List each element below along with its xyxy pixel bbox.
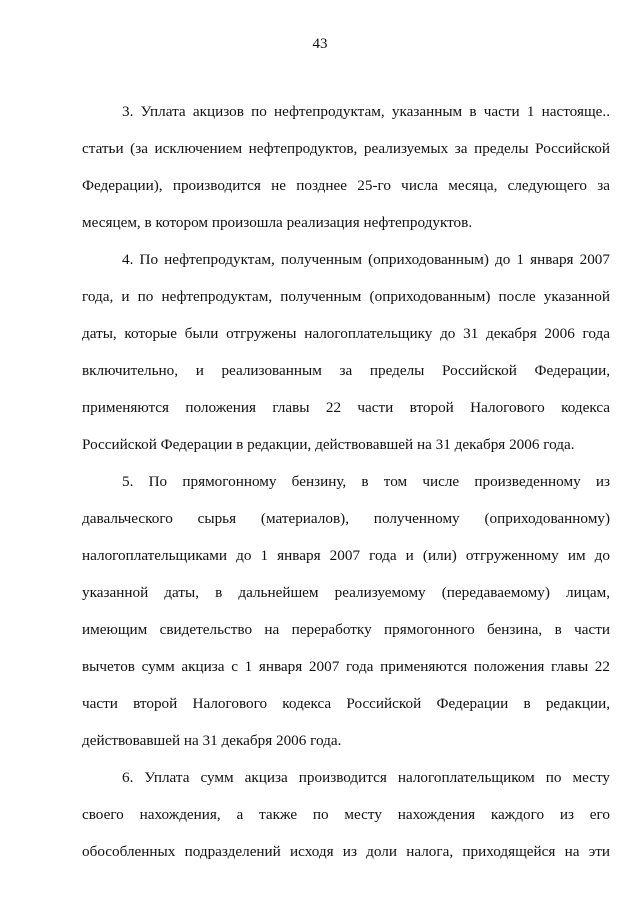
text-line: 5. По прямогонному бензину, в том числе произведенному из bbox=[122, 473, 610, 490]
text-line: даты, которые были отгружены налогоплательщику до 31 декабря 2006 года bbox=[82, 325, 610, 342]
text-line: статьи (за исключением нефтепродуктов, реализуемых за пределы Российской bbox=[82, 140, 610, 157]
text-line: налогоплательщиками до 1 января 2007 года и (или) отгруженному им до bbox=[82, 547, 610, 564]
text-line: включительно, и реализованным за пределы Российской Федерации, bbox=[82, 362, 610, 379]
text-line: применяются положения главы 22 части второй Налогового кодекса bbox=[82, 399, 610, 416]
text-line: Федерации), производится не позднее 25-го числа месяца, следующего за bbox=[82, 177, 610, 194]
text-line: части второй Налогового кодекса Российской Федерации в редакции, bbox=[82, 695, 610, 712]
text-line: 3. Уплата акцизов по нефтепродуктам, указанным в части 1 настояще.. bbox=[122, 103, 610, 120]
text-line: месяцем, в котором произошла реализация нефтепродуктов. bbox=[82, 214, 473, 231]
text-line: 4. По нефтепродуктам, полученным (оприходованным) до 1 января 2007 bbox=[122, 251, 610, 268]
text-line: обособленных подразделений исходя из доли налога, приходящейся на эти bbox=[82, 843, 610, 860]
text-line: имеющим свидетельство на переработку прямогонного бензина, в части bbox=[82, 621, 610, 638]
text-line: своего нахождения, а также по месту нахождения каждого из его bbox=[82, 806, 610, 823]
page-number: 43 bbox=[312, 36, 328, 52]
text-line: 6. Уплата сумм акциза производится налогоплательщиком по месту bbox=[122, 769, 610, 786]
text-line: действовавшей на 31 декабря 2006 года. bbox=[82, 732, 342, 749]
text-line: года, и по нефтепродуктам, полученным (оприходованным) после указанной bbox=[82, 288, 610, 305]
text-line: Российской Федерации в редакции, действовавшей на 31 декабря 2006 года. bbox=[82, 436, 575, 453]
text-line: вычетов сумм акциза с 1 января 2007 года применяются положения главы 22 bbox=[82, 658, 610, 675]
text-line: указанной даты, в дальнейшем реализуемому (передаваемому) лицам, bbox=[82, 584, 610, 601]
text-line: давальческого сырья (материалов), полученному (оприходованному) bbox=[82, 510, 610, 527]
